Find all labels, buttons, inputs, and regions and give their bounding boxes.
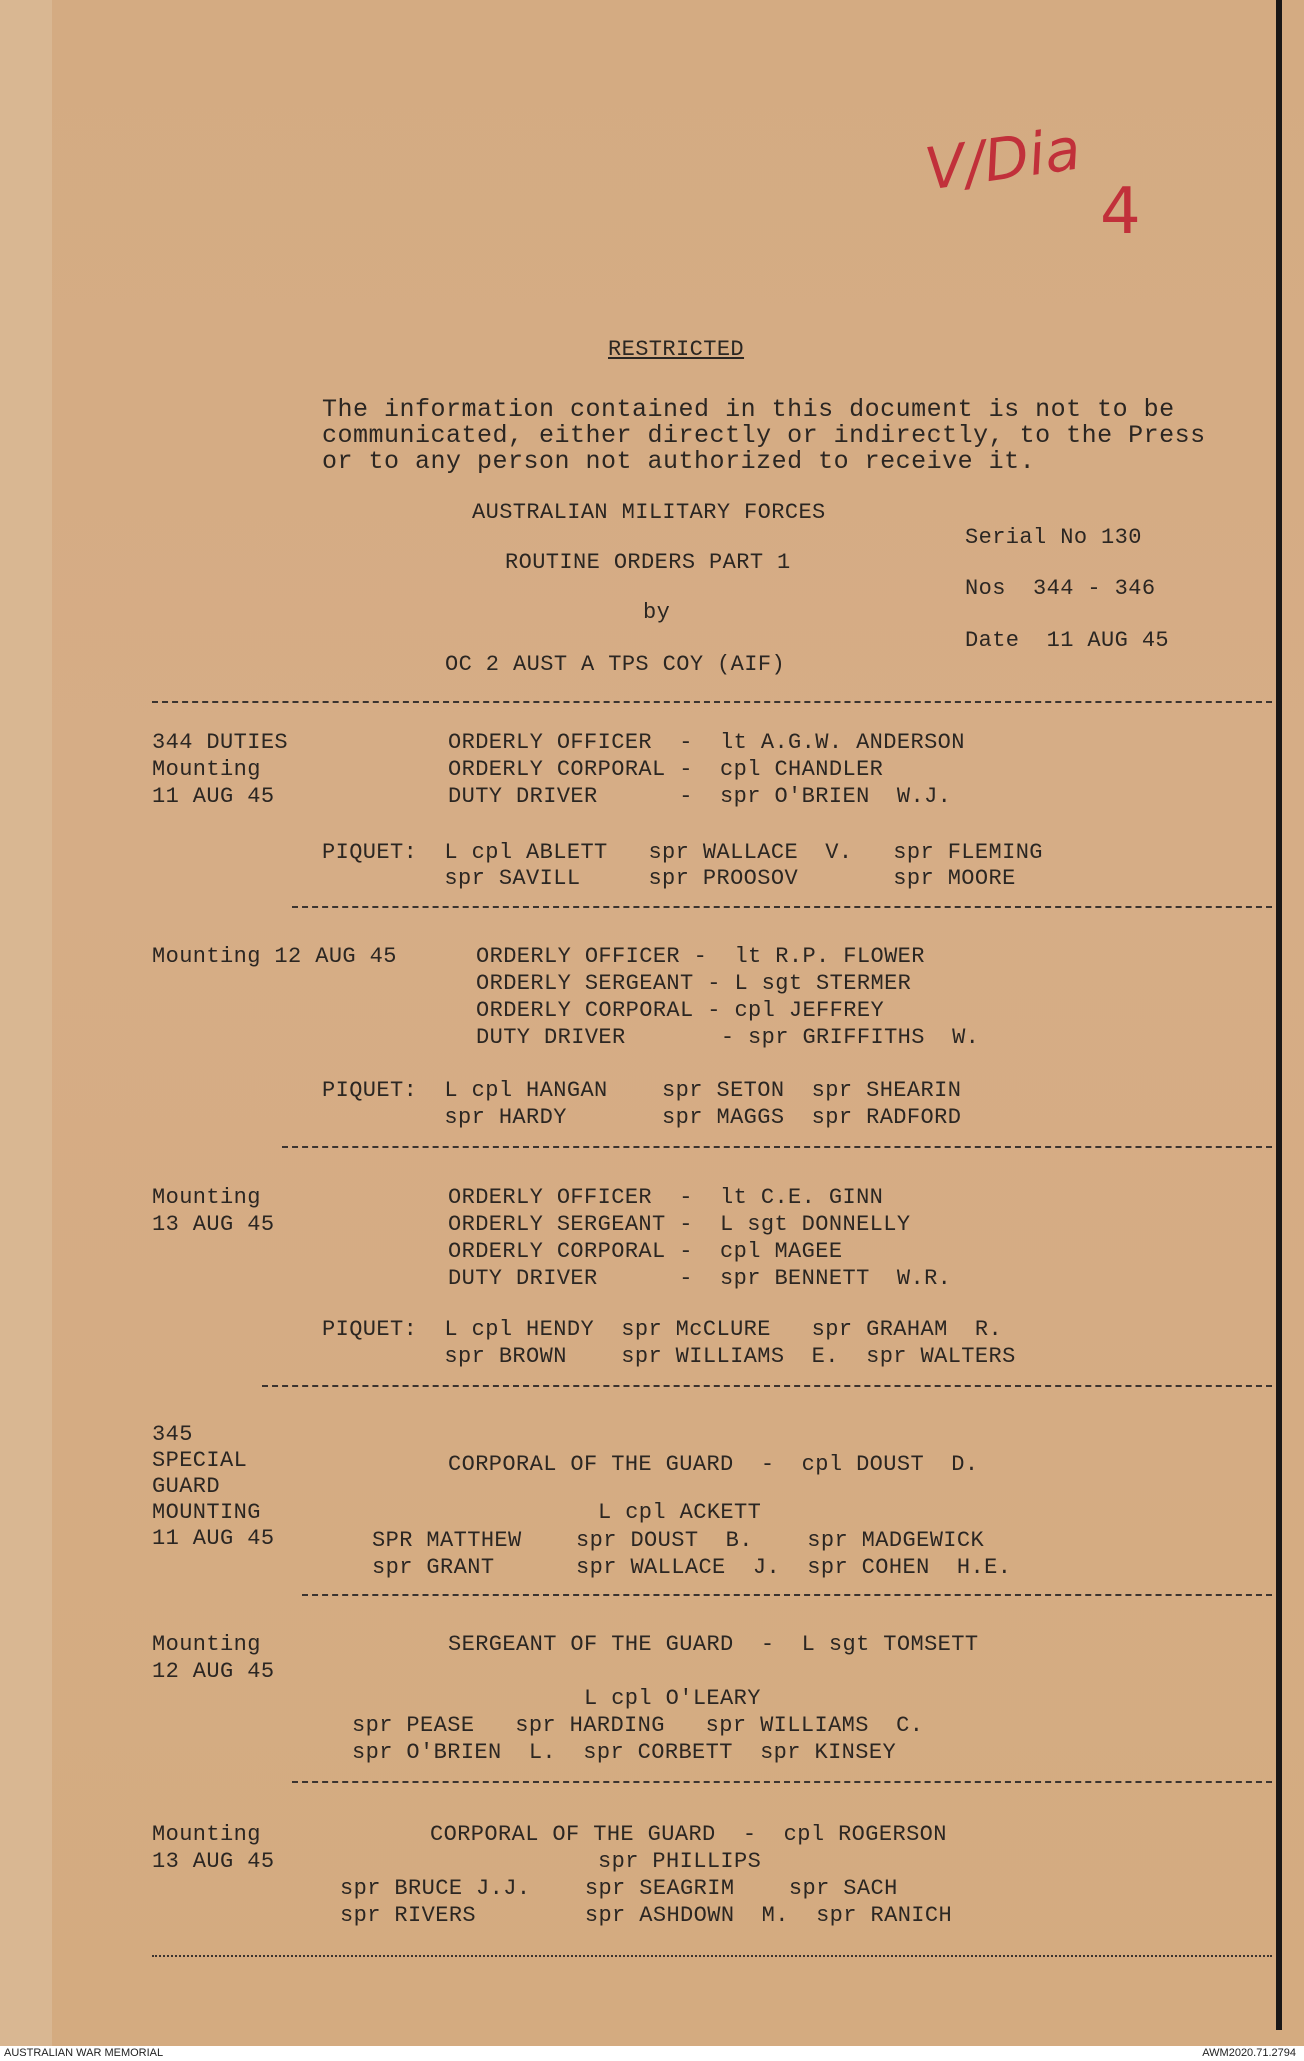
duty-line: ORDERLY OFFICER - lt R.P. FLOWER <box>476 944 925 969</box>
guard-head: CORPORAL OF THE GUARD - cpl DOUST D. <box>448 1452 979 1477</box>
piquet-line: spr BROWN spr WILLIAMS E. spr WALTERS <box>322 1344 1016 1369</box>
serial-number: Serial No 130 <box>965 525 1142 550</box>
guard-row: spr RIVERS spr ASHDOWN M. spr RANICH <box>340 1903 953 1928</box>
section-divider <box>292 1781 1272 1783</box>
section-divider <box>262 1385 1272 1387</box>
force-name: AUSTRALIAN MILITARY FORCES <box>472 500 826 525</box>
duty-line: ORDERLY SERGEANT - L sgt STERMER <box>476 971 912 996</box>
warning-line-2: communicated, either directly or indirectly, to the Press <box>322 421 1206 450</box>
guard-nco: spr PHILLIPS <box>598 1849 762 1874</box>
duty-line: ORDERLY OFFICER - lt C.E. GINN <box>448 1185 884 1210</box>
footer-institution: AUSTRALIAN WAR MEMORIAL <box>4 2047 164 2059</box>
guard-row: spr PEASE spr HARDING spr WILLIAMS C. <box>352 1713 924 1738</box>
piquet-line: spr HARDY spr MAGGS spr RADFORD <box>322 1105 962 1130</box>
handwritten-note: V/Dia <box>921 114 1085 204</box>
duty-line: DUTY DRIVER - spr GRIFFITHS W. <box>476 1025 980 1050</box>
duty-line: DUTY DRIVER - spr BENNETT W.R. <box>448 1266 952 1291</box>
duty-line: DUTY DRIVER - spr O'BRIEN W.J. <box>448 784 952 809</box>
duty-line: ORDERLY CORPORAL - cpl CHANDLER <box>448 757 884 782</box>
section-345-label-5: 11 AUG 45 <box>152 1526 275 1551</box>
orders-title: ROUTINE ORDERS PART 1 <box>505 550 791 575</box>
order-date: Date 11 AUG 45 <box>965 628 1170 653</box>
guard-head: CORPORAL OF THE GUARD - cpl ROGERSON <box>430 1822 947 1847</box>
section-divider <box>152 1955 1272 1957</box>
section-divider <box>292 906 1272 908</box>
handwritten-digit: 4 <box>1100 175 1141 249</box>
section-345-label-4: MOUNTING <box>152 1500 261 1525</box>
section-divider <box>302 1594 1272 1596</box>
duty-line: ORDERLY SERGEANT - L sgt DONNELLY <box>448 1212 911 1237</box>
piquet-line: PIQUET: L cpl HENDY spr McCLURE spr GRAHAM R. <box>322 1317 1003 1342</box>
orders-by: by <box>643 600 671 625</box>
section-344-label-2: Mounting <box>152 757 261 782</box>
warning-line-1: The information contained in this document is not to be <box>322 395 1175 424</box>
guard-12-label-2: 12 AUG 45 <box>152 1659 275 1684</box>
mounting-13-label-2: 13 AUG 45 <box>152 1212 275 1237</box>
guard-row: spr BRUCE J.J. spr SEAGRIM spr SACH <box>340 1876 898 1901</box>
guard-13-label-2: 13 AUG 45 <box>152 1849 275 1874</box>
mounting-13-label-1: Mounting <box>152 1185 261 1210</box>
duty-line: ORDERLY OFFICER - lt A.G.W. ANDERSON <box>448 730 965 755</box>
page-edge-shadow <box>1276 0 1282 2030</box>
section-344-label-3: 11 AUG 45 <box>152 784 275 809</box>
warning-line-3: or to any person not authorized to receive it. <box>322 447 1036 476</box>
section-344-label-1: 344 DUTIES <box>152 730 289 755</box>
section-divider <box>152 701 1272 703</box>
section-divider <box>282 1146 1272 1148</box>
piquet-line: spr SAVILL spr PROOSOV spr MOORE <box>322 866 1016 891</box>
classification-heading: RESTRICTED <box>608 337 745 362</box>
guard-row: spr GRANT spr WALLACE J. spr COHEN H.E. <box>372 1555 1012 1580</box>
issuer: OC 2 AUST A TPS COY (AIF) <box>445 652 786 677</box>
guard-row: spr O'BRIEN L. spr CORBETT spr KINSEY <box>352 1740 897 1765</box>
piquet-line: PIQUET: L cpl HANGAN spr SETON spr SHEARIN <box>322 1078 962 1103</box>
guard-head: SERGEANT OF THE GUARD - L sgt TOMSETT <box>448 1632 979 1657</box>
section-345-label-1: 345 <box>152 1422 193 1447</box>
duty-line: ORDERLY CORPORAL - cpl MAGEE <box>448 1239 843 1264</box>
guard-nco: L cpl ACKETT <box>598 1500 762 1525</box>
section-345-label-2: SPECIAL <box>152 1448 248 1473</box>
guard-row: SPR MATTHEW spr DOUST B. spr MADGEWICK <box>372 1528 985 1553</box>
mounting-12-label: Mounting 12 AUG 45 <box>152 944 397 969</box>
duty-line: ORDERLY CORPORAL - cpl JEFFREY <box>476 998 885 1023</box>
guard-13-label-1: Mounting <box>152 1822 261 1847</box>
guard-12-label-1: Mounting <box>152 1632 261 1657</box>
order-numbers: Nos 344 - 346 <box>965 576 1156 601</box>
piquet-line: PIQUET: L cpl ABLETT spr WALLACE V. spr FLEMING <box>322 840 1043 865</box>
archive-footer <box>0 2046 1304 2061</box>
guard-nco: L cpl O'LEARY <box>584 1686 761 1711</box>
section-345-label-3: GUARD <box>152 1474 221 1499</box>
footer-accession: AWM2020.71.2794 <box>1202 2047 1296 2059</box>
